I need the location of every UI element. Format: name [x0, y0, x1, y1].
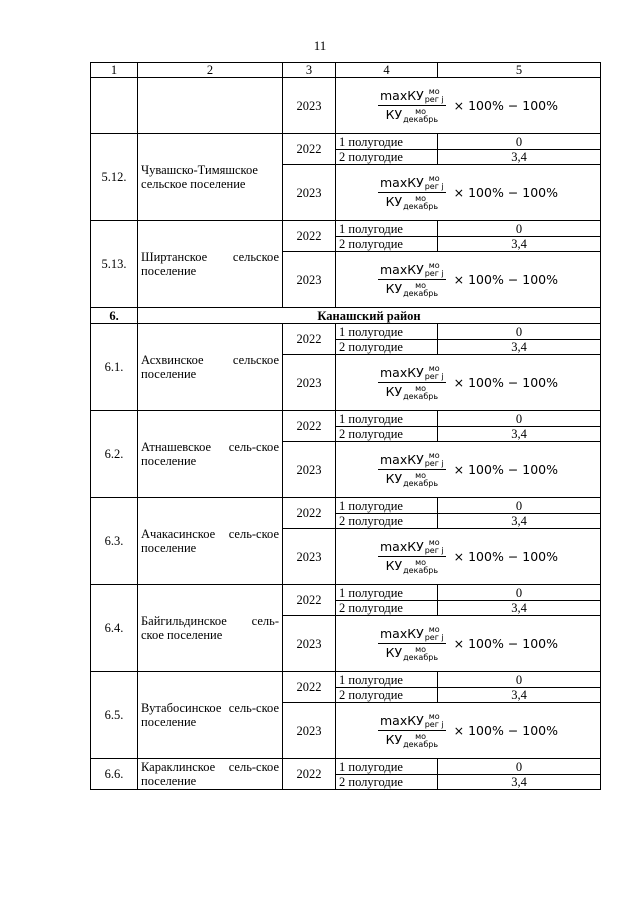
half-year-value: 3,4: [438, 150, 601, 165]
formula-denominator: [384, 731, 440, 749]
row-year: 2022: [283, 134, 336, 165]
formula-den-sub: декабрь: [403, 391, 439, 401]
formula-den-sup: мо: [415, 557, 427, 567]
row-name: Атнашевское сель-ское поселение: [138, 411, 283, 498]
table-row: [91, 585, 601, 601]
half-year-value: 0: [438, 221, 601, 237]
formula-tail: × 100% − 100%: [449, 184, 559, 200]
formula-num-indices: [425, 262, 444, 278]
formula-cell: [336, 165, 601, 221]
table-row: [91, 759, 601, 775]
half-year-label: 2 полугодие: [336, 427, 438, 442]
formula-den-indices: [403, 646, 438, 662]
formula-num-main: maxКУ: [379, 625, 424, 641]
formula: [378, 452, 558, 488]
formula-den-sub: декабрь: [403, 478, 439, 488]
section-number: 6.: [91, 308, 138, 324]
formula-tail: × 100% − 100%: [449, 271, 559, 287]
page-number: 11: [313, 38, 327, 53]
row-year: 2022: [283, 759, 336, 790]
row-name: Асхвинское сельское поселение: [138, 324, 283, 411]
row-year: 2022: [283, 585, 336, 616]
formula-den-sub: декабрь: [403, 114, 439, 124]
formula-tail: × 100% − 100%: [449, 548, 559, 564]
half-year-label: 1 полугодие: [336, 221, 438, 237]
formula-tail: × 100% − 100%: [449, 635, 559, 651]
half-year-value: 3,4: [438, 775, 601, 790]
half-year-value: 3,4: [438, 427, 601, 442]
formula-den-sub: декабрь: [403, 201, 439, 211]
formula-tail: × 100% − 100%: [449, 97, 559, 113]
row-year: 2023: [283, 616, 336, 672]
half-year-value: 3,4: [438, 237, 601, 252]
formula-num-sub: рег j: [424, 459, 444, 468]
formula-den-sup: мо: [415, 470, 427, 480]
formula-num-main: maxКУ: [379, 87, 424, 103]
formula-den-sup: мо: [415, 731, 427, 741]
formula-cell: [336, 252, 601, 308]
row-name: Караклинское сель-ское поселение: [138, 759, 283, 790]
row-number: 6.2.: [91, 411, 138, 498]
row-year: 2022: [283, 324, 336, 355]
row-name: Чувашско-Тимяшское сельское поселение: [138, 134, 283, 221]
formula-num-indices: [425, 539, 444, 555]
formula-denominator: [384, 644, 440, 662]
formula-num-sup: мо: [428, 261, 440, 270]
formula-den-sub: декабрь: [403, 739, 439, 749]
row-year: 2023: [283, 529, 336, 585]
formula-denominator: [384, 470, 440, 488]
table-row: [91, 498, 601, 514]
row-year: 2022: [283, 498, 336, 529]
half-year-value: 0: [438, 324, 601, 340]
half-year-label: 1 полугодие: [336, 585, 438, 601]
row-name: Вутабосинское сель-ское поселение: [138, 672, 283, 759]
half-year-value: 3,4: [438, 601, 601, 616]
half-year-label: 2 полугодие: [336, 688, 438, 703]
formula-num-indices: [425, 452, 444, 468]
header-cell: 2: [138, 63, 283, 78]
row-year: 2023: [283, 703, 336, 759]
formula-cell: [336, 78, 601, 134]
half-year-value: 3,4: [438, 688, 601, 703]
formula-denominator: [384, 383, 440, 401]
half-year-label: 1 полугодие: [336, 411, 438, 427]
formula-den-sub: декабрь: [403, 288, 439, 298]
formula-den-indices: [403, 108, 438, 124]
formula-den-sup: мо: [415, 644, 427, 654]
formula-tail: × 100% − 100%: [449, 722, 559, 738]
formula-den-main: КУ: [385, 281, 403, 296]
formula-den-sup: мо: [415, 106, 427, 116]
formula-den-indices: [403, 282, 438, 298]
row-number: 6.4.: [91, 585, 138, 672]
table-row: [91, 411, 601, 427]
formula-den-main: КУ: [385, 732, 403, 747]
row-number: 6.1.: [91, 324, 138, 411]
formula-denominator: [384, 557, 440, 575]
half-year-label: 1 полугодие: [336, 324, 438, 340]
row-name: Ачакасинское сель-ское поселение: [138, 498, 283, 585]
row-number: 6.6.: [91, 759, 138, 790]
formula-numerator: [378, 713, 446, 732]
formula-num-main: maxКУ: [379, 451, 424, 467]
header-row: [91, 63, 601, 78]
formula-numerator: [378, 365, 446, 384]
formula-num-sup: мо: [428, 712, 440, 721]
formula-tail: × 100% − 100%: [449, 461, 559, 477]
formula-num-indices: [425, 88, 444, 104]
formula-num-main: maxКУ: [379, 261, 424, 277]
formula-numerator: [378, 626, 446, 645]
formula-cell: [336, 703, 601, 759]
formula-num-main: maxКУ: [379, 364, 424, 380]
row-number: 5.12.: [91, 134, 138, 221]
rates-table: [90, 62, 601, 790]
formula: [378, 175, 558, 211]
formula-fraction: [378, 262, 446, 298]
formula-num-sub: рег j: [424, 633, 444, 642]
formula: [378, 365, 558, 401]
section-title: Канашский район: [138, 308, 601, 324]
half-year-label: 2 полугодие: [336, 775, 438, 790]
formula-cell: [336, 529, 601, 585]
formula: [378, 88, 558, 124]
row-year: 2023: [283, 442, 336, 498]
half-year-value: 0: [438, 498, 601, 514]
table-row: [91, 672, 601, 688]
formula-den-indices: [403, 385, 438, 401]
half-year-label: 2 полугодие: [336, 340, 438, 355]
formula-den-main: КУ: [385, 107, 403, 122]
formula-num-sub: рег j: [424, 546, 444, 555]
formula-num-indices: [425, 713, 444, 729]
formula-den-main: КУ: [385, 194, 403, 209]
header-cell: 5: [438, 63, 601, 78]
row-year: 2023: [283, 165, 336, 221]
formula-numerator: [378, 88, 446, 107]
formula-den-main: КУ: [385, 558, 403, 573]
half-year-label: 2 полугодие: [336, 514, 438, 529]
half-year-value: 0: [438, 672, 601, 688]
header-cell: 4: [336, 63, 438, 78]
row-name: Ширтанское сельское поселение: [138, 221, 283, 308]
formula-cell: [336, 355, 601, 411]
formula-cell: [336, 616, 601, 672]
formula-fraction: [378, 539, 446, 575]
formula-num-main: maxКУ: [379, 174, 424, 190]
formula-num-indices: [425, 626, 444, 642]
formula-numerator: [378, 262, 446, 281]
formula-num-sup: мо: [428, 538, 440, 547]
table-row: [91, 221, 601, 237]
formula: [378, 539, 558, 575]
formula-num-sup: мо: [428, 625, 440, 634]
formula-num-sub: рег j: [424, 372, 444, 381]
row-year: 2023: [283, 355, 336, 411]
formula-den-indices: [403, 195, 438, 211]
formula-num-indices: [425, 365, 444, 381]
half-year-value: 0: [438, 134, 601, 150]
formula-numerator: [378, 452, 446, 471]
row-number-empty: [91, 78, 138, 134]
formula-fraction: [378, 626, 446, 662]
formula-den-sub: декабрь: [403, 565, 439, 575]
row-year: 2022: [283, 672, 336, 703]
formula-num-sub: рег j: [424, 720, 444, 729]
section-row: [91, 308, 601, 324]
formula: [378, 262, 558, 298]
row-number: 6.3.: [91, 498, 138, 585]
half-year-label: 1 полугодие: [336, 672, 438, 688]
formula-den-main: КУ: [385, 645, 403, 660]
formula-fraction: [378, 713, 446, 749]
formula-tail: × 100% − 100%: [449, 374, 559, 390]
formula-num-sub: рег j: [424, 182, 444, 191]
formula-den-indices: [403, 733, 438, 749]
half-year-value: 0: [438, 759, 601, 775]
formula-num-main: maxКУ: [379, 538, 424, 554]
half-year-label: 1 полугодие: [336, 498, 438, 514]
row-name: Байгильдинское сель-ское поселение: [138, 585, 283, 672]
half-year-label: 2 полугодие: [336, 601, 438, 616]
formula-num-sup: мо: [428, 364, 440, 373]
formula-fraction: [378, 452, 446, 488]
formula-fraction: [378, 365, 446, 401]
half-year-value: 0: [438, 411, 601, 427]
formula: [378, 713, 558, 749]
formula-num-sup: мо: [428, 174, 440, 183]
row-number: 6.5.: [91, 672, 138, 759]
half-year-label: 1 полугодие: [336, 134, 438, 150]
formula: [378, 626, 558, 662]
formula-den-sub: декабрь: [403, 652, 439, 662]
row-year: 2023: [283, 78, 336, 134]
formula-num-indices: [425, 175, 444, 191]
header-cell: 1: [91, 63, 138, 78]
formula-num-sup: мо: [428, 87, 440, 96]
row-year: 2022: [283, 221, 336, 252]
table-row: [91, 78, 601, 134]
formula-den-main: КУ: [385, 471, 403, 486]
formula-den-indices: [403, 472, 438, 488]
header-cell: 3: [283, 63, 336, 78]
formula-fraction: [378, 175, 446, 211]
formula-den-indices: [403, 559, 438, 575]
formula-cell: [336, 442, 601, 498]
half-year-value: 3,4: [438, 514, 601, 529]
formula-fraction: [378, 88, 446, 124]
half-year-label: 1 полугодие: [336, 759, 438, 775]
formula-num-main: maxКУ: [379, 712, 424, 728]
table-row: [91, 324, 601, 340]
table-row: [91, 134, 601, 150]
row-year: 2022: [283, 411, 336, 442]
formula-denominator: [384, 280, 440, 298]
formula-numerator: [378, 539, 446, 558]
half-year-value: 0: [438, 585, 601, 601]
half-year-label: 2 полугодие: [336, 237, 438, 252]
formula-numerator: [378, 175, 446, 194]
formula-den-main: КУ: [385, 384, 403, 399]
formula-denominator: [384, 193, 440, 211]
half-year-value: 3,4: [438, 340, 601, 355]
row-year: 2023: [283, 252, 336, 308]
row-name-empty: [138, 78, 283, 134]
half-year-label: 2 полугодие: [336, 150, 438, 165]
row-number: 5.13.: [91, 221, 138, 308]
formula-den-sup: мо: [415, 280, 427, 290]
formula-num-sup: мо: [428, 451, 440, 460]
formula-num-sub: рег j: [424, 95, 444, 104]
formula-num-sub: рег j: [424, 269, 444, 278]
formula-den-sup: мо: [415, 193, 427, 203]
formula-denominator: [384, 106, 440, 124]
formula-den-sup: мо: [415, 383, 427, 393]
